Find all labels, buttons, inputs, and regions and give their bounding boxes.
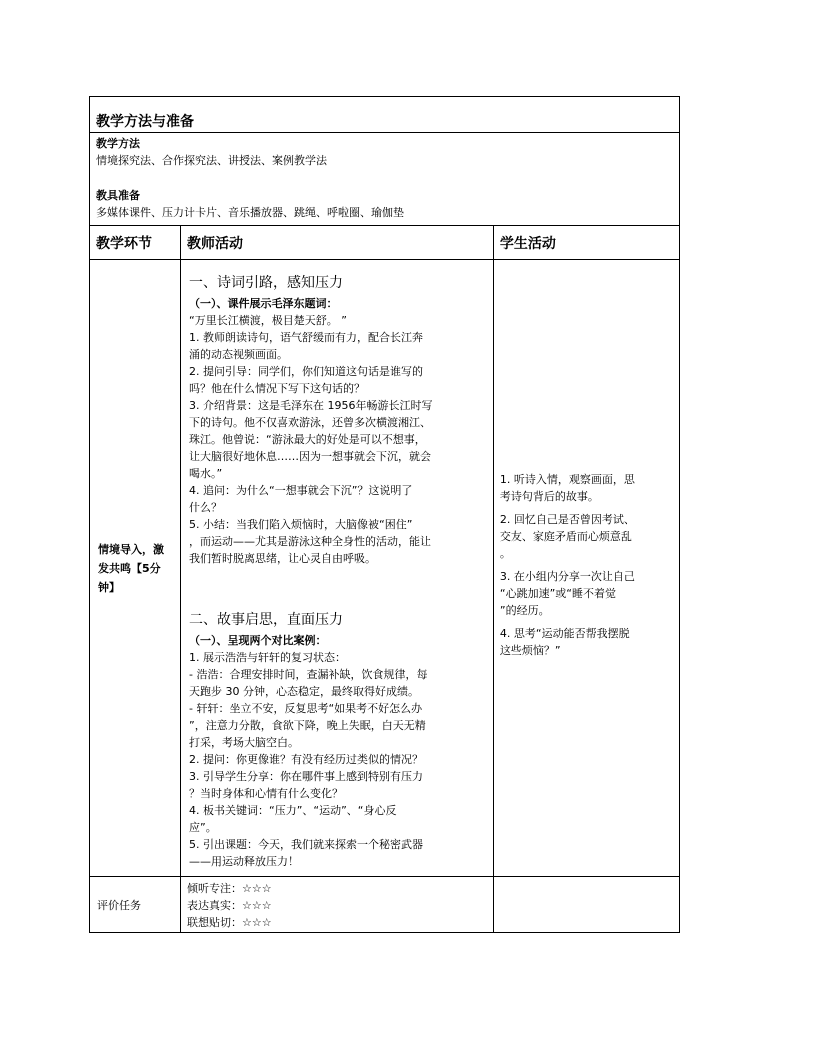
text-line: ——用运动释放压力！ — [189, 855, 299, 868]
text-line: 5. 小结：当我们陷入烦恼时，大脑像被“困住” — [189, 518, 413, 531]
methods-and-tools — [90, 133, 680, 226]
part1-title: 一、诗词引路，感知压力 — [189, 275, 343, 291]
text-line: 珠江。他曾说：“游泳最大的好处是可以不想事， — [189, 433, 426, 446]
text-line: 2. 提问引导：同学们，你们知道这句话是谁写的 — [189, 365, 423, 378]
student-activity-cell — [493, 260, 679, 877]
text-line: - 浩浩：合理安排时间，查漏补缺，饮食规律，每 — [189, 668, 428, 681]
text-line: 4. 思考“运动能否帮我摆脱 — [499, 627, 630, 640]
text-line: “心跳加速”或“睡不着觉 — [499, 587, 616, 600]
methods-content: 情境探究法、合作探究法、讲授法、案例教学法 — [96, 154, 327, 167]
evaluation-item: 联想贴切：☆☆☆ — [187, 916, 272, 929]
text-line: ？当时身体和心情有什么变化？ — [189, 787, 343, 800]
text-line: 应”。 — [189, 821, 217, 834]
tools-content: 多媒体课件、压力计卡片、音乐播放器、跳绳、呼啦圈、瑜伽垫 — [96, 206, 404, 219]
evaluation-empty-cell — [493, 877, 679, 933]
text-line: 4. 板书关键词：“压力”、“运动”、“身心反 — [189, 804, 397, 817]
text-line: 2. 提问：你更像谁？有没有经历过类似的情况？ — [189, 753, 423, 766]
text-line: 什么？ — [189, 501, 222, 514]
text-line: 。 — [499, 547, 511, 560]
table-header-row — [90, 226, 680, 260]
text-line: 3. 引导学生分享：你在哪件事上感到特别有压力 — [189, 770, 423, 783]
header-teacher: 教师活动 — [181, 226, 494, 260]
student-item-2 — [500, 511, 673, 562]
text-line: 2. 回忆自己是否曾因考试、 — [499, 513, 635, 526]
teacher-activity-cell — [181, 260, 494, 877]
text-line: 让大脑很好地休息……因为一想事就会下沉，就会 — [189, 450, 431, 463]
evaluation-item: 倾听专注：☆☆☆ — [187, 882, 272, 895]
tools-heading: 教具准备 — [96, 189, 140, 202]
student-item-4 — [500, 625, 673, 659]
stage-line: 钟】 — [98, 580, 120, 594]
student-item-1 — [500, 471, 673, 505]
header-student: 学生活动 — [493, 226, 679, 260]
stage-cell — [90, 260, 181, 877]
stage-line: 发共鸣【5分 — [98, 561, 161, 575]
text-line: 1. 教师朗读诗句，语气舒缓而有力，配合长江奔 — [189, 331, 423, 344]
text-line: 打采，考场大脑空白。 — [189, 736, 299, 749]
text-line: 吗？他在什么情况下写下这句话的？ — [189, 382, 365, 395]
text-line: - 轩轩：坐立不安，反复思考“如果考不好怎么办 — [189, 702, 423, 715]
text-line: 交友、家庭矛盾而心烦意乱 — [499, 530, 632, 543]
header-stage: 教学环节 — [90, 226, 181, 260]
text-line: 考诗句背后的故事。 — [499, 490, 599, 503]
stage-line: 情境导入，激 — [98, 542, 164, 556]
table-row — [90, 260, 680, 877]
evaluation-items — [181, 877, 494, 933]
text-line: 这些烦恼？” — [499, 644, 561, 657]
text-line: 我们暂时脱离思绪，让心灵自由呼吸。 — [189, 552, 376, 565]
text-line: 4. 追问：为什么“一想事就会下沉”？这说明了 — [189, 484, 413, 497]
text-line: 喝水。” — [189, 467, 223, 480]
text-line: 涌的动态视频画面。 — [189, 348, 288, 361]
part1-subtitle: （一）、课件展示毛泽东题词： — [189, 297, 338, 310]
text-line: ，而运动——尤其是游泳这种全身性的活动，能让 — [189, 535, 431, 548]
student-item-3 — [500, 568, 673, 619]
text-line: ”的经历。 — [499, 604, 550, 617]
text-line: 1. 展示浩浩与轩轩的复习状态： — [189, 651, 346, 664]
evaluation-row — [90, 877, 680, 933]
part2-subtitle: （一）、呈现两个对比案例： — [189, 634, 327, 647]
text-line: 下的诗句。他不仅喜欢游泳，还曾多次横渡湘江、 — [189, 416, 431, 429]
text-line: 3. 介绍背景：这是毛泽东在 1956年畅游长江时写 — [189, 399, 433, 412]
methods-heading: 教学方法 — [96, 137, 140, 150]
part2-title: 二、故事启思，直面压力 — [189, 612, 343, 628]
text-line: 3. 在小组内分享一次让自己 — [499, 570, 635, 583]
text-line: 天跑步 30 分钟，心态稳定，最终取得好成绩。 — [189, 685, 419, 698]
evaluation-label: 评价任务 — [90, 877, 181, 933]
lesson-plan-table — [89, 96, 680, 933]
section-title: 教学方法与准备 — [90, 97, 680, 133]
lesson-plan-page — [89, 96, 680, 933]
evaluation-item: 表达真实：☆☆☆ — [187, 899, 272, 912]
text-line: ”，注意力分散，食欲下降，晚上失眠，白天无精 — [189, 719, 426, 732]
text-line: 1. 听诗入情，观察画面，思 — [499, 473, 635, 486]
text-line: “万里长江横渡，极目楚天舒。 ” — [189, 314, 347, 327]
text-line: 5. 引出课题：今天，我们就来探索一个秘密武器 — [189, 838, 423, 851]
